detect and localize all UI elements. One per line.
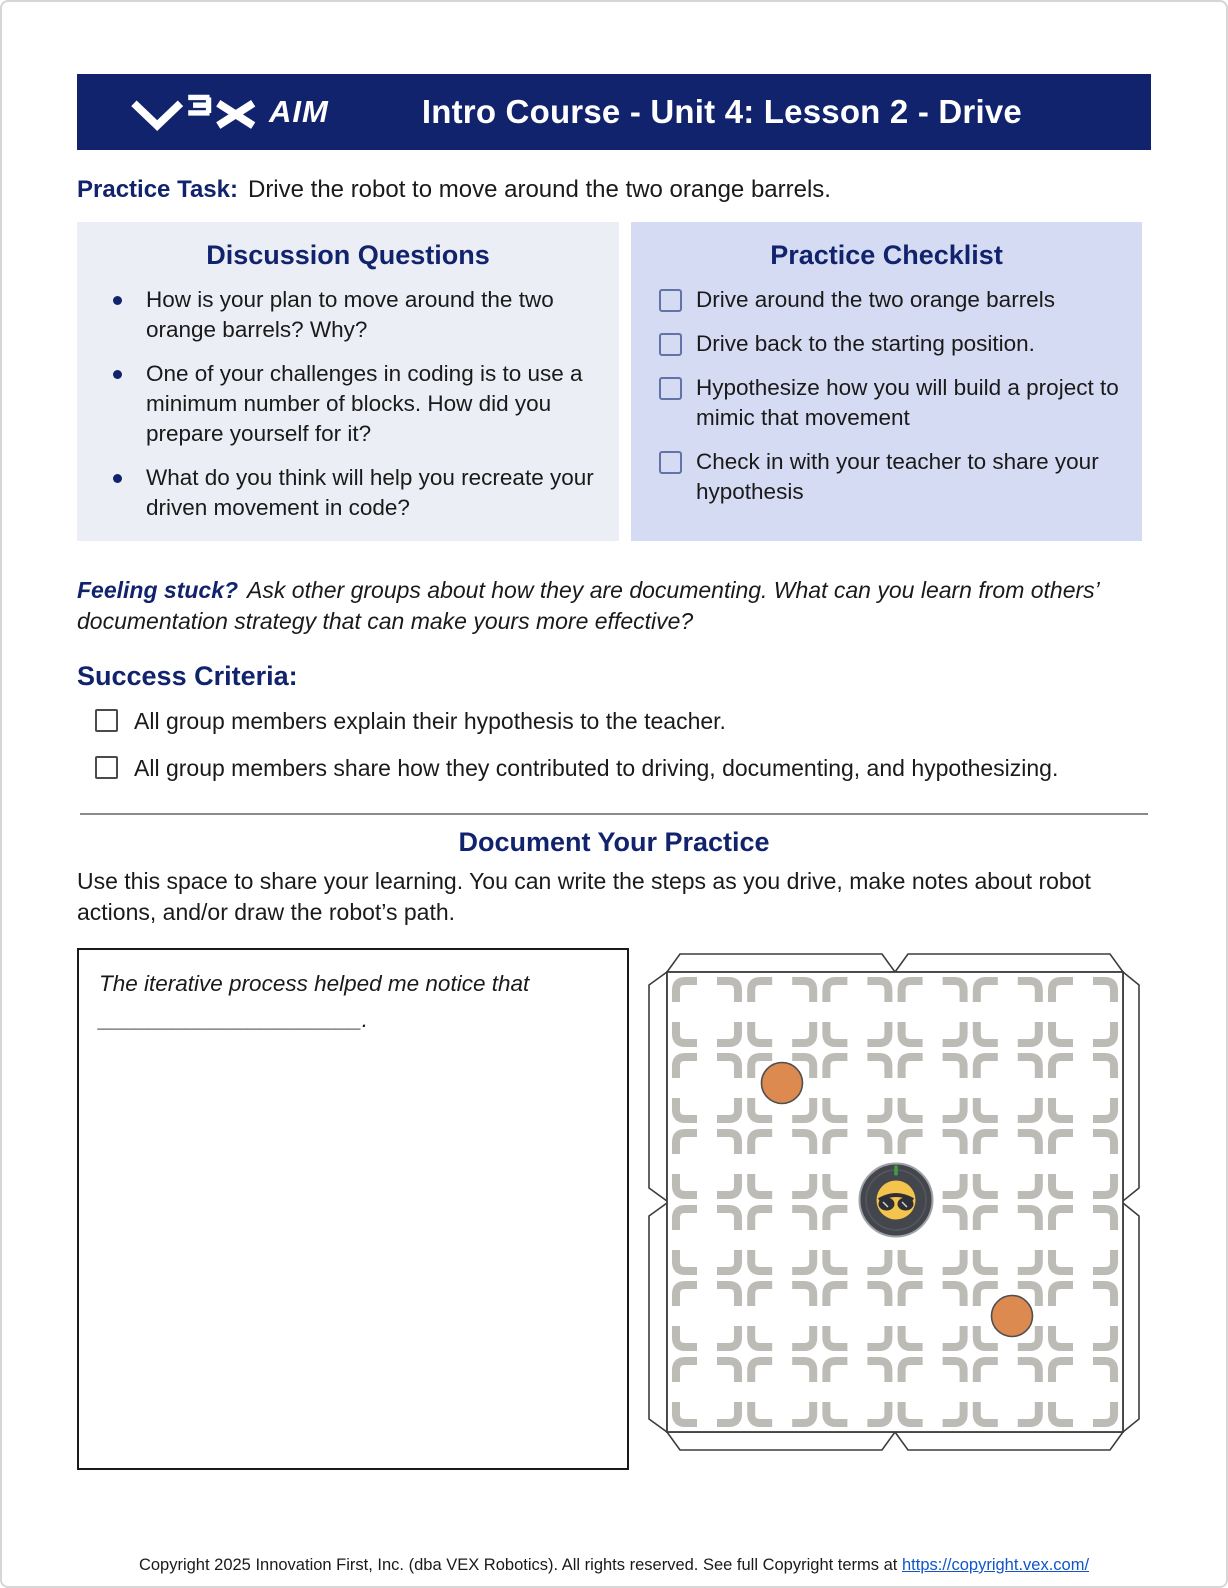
checklist-item — [649, 329, 1124, 359]
discussion-list — [95, 285, 601, 523]
copyright-footer — [2, 1556, 1226, 1575]
writing-box[interactable] — [77, 948, 629, 1470]
lesson-title: Intro Course - Unit 4: Lesson 2 - Drive — [421, 93, 1022, 130]
writing-prompt — [99, 966, 607, 1038]
discussion-item — [95, 285, 601, 345]
checklist-item — [649, 447, 1124, 507]
robot-glasses-right-lens — [898, 1198, 914, 1211]
section-divider — [80, 813, 1148, 815]
bullet-icon — [113, 474, 122, 483]
field-flap — [895, 1432, 1123, 1450]
practice-task — [77, 174, 1151, 206]
copyright-text: Copyright 2025 Innovation First, Inc. (dba VEX Robotics). All rights reserved. See full Copyright terms at — [138, 1556, 902, 1574]
practice-task-label: Practice Task: — [77, 176, 238, 203]
checklist-title: Practice Checklist — [770, 240, 1003, 270]
success-criteria-item — [95, 753, 1151, 783]
discussion-item-text: One of your challenges in coding is to use a minimum number of blocks. How did you prepare yourself for it? — [146, 361, 583, 446]
success-criteria-item-text: All group members share how they contributed to driving, documenting, and hypothesizing. — [134, 755, 1059, 781]
discussion-title: Discussion Questions — [206, 240, 490, 270]
checklist-item-text: Drive around the two orange barrels — [696, 287, 1055, 312]
checklist-item-text: Check in with your teacher to share your hypothesis — [696, 449, 1099, 504]
aim-logo-text: AIM — [269, 94, 329, 129]
success-criteria-section — [77, 661, 1151, 783]
document-practice-title: Document Your Practice — [458, 827, 770, 857]
field-flap — [649, 1203, 667, 1432]
checklist-item — [649, 373, 1124, 433]
writing-prompt-line1: The iterative process helped me notice that — [99, 971, 530, 996]
field-flap — [667, 954, 895, 972]
copyright-link[interactable]: https://copyright.vex.com/ — [901, 1556, 1090, 1574]
field-figure — [639, 942, 1151, 1462]
document-practice-intro: Use this space to share your learning. You can write the steps as you drive, make notes about robot actions, and/or draw the robot’s path. — [77, 868, 1091, 925]
vex-aim-logo — [131, 90, 329, 134]
header-banner — [77, 74, 1151, 150]
checklist-item — [649, 285, 1124, 315]
vex-logo-icon — [131, 90, 259, 134]
success-criteria-item-text: All group members explain their hypothesis to the teacher. — [134, 708, 726, 734]
field-flap — [667, 1432, 895, 1450]
checkbox-unchecked[interactable] — [95, 709, 118, 732]
practice-task-text: Drive the robot to move around the two orange barrels. — [247, 176, 831, 203]
robot-glasses-left-lens — [879, 1198, 895, 1211]
feeling-stuck-text: Ask other groups about how they are documenting. What can you learn from others’ documentation strategy that can make yours more effective? — [77, 577, 1099, 634]
checkbox-unchecked[interactable] — [659, 289, 682, 312]
discussion-item — [95, 359, 601, 449]
bullet-icon — [113, 370, 122, 379]
discussion-item-text: How is your plan to move around the two orange barrels? Why? — [146, 287, 554, 342]
robot-led — [894, 1166, 898, 1176]
feeling-stuck-note — [77, 575, 1151, 637]
success-criteria-list — [77, 706, 1151, 783]
field-flap — [649, 972, 667, 1201]
columns-section — [77, 222, 1151, 541]
discussion-panel — [77, 222, 619, 541]
field-flap — [1123, 1203, 1139, 1432]
discussion-item — [95, 463, 601, 523]
field-flap — [895, 954, 1123, 972]
checklist-item-text: Hypothesize how you will build a project to mimic that movement — [696, 375, 1119, 430]
work-area — [77, 948, 1151, 1470]
field-svg — [639, 942, 1151, 1462]
checklist-item-text: Drive back to the starting position. — [696, 331, 1035, 356]
checkbox-unchecked[interactable] — [659, 333, 682, 356]
checklist-list — [649, 285, 1124, 507]
feeling-stuck-label: Feeling stuck? — [77, 577, 239, 603]
bullet-icon — [113, 296, 122, 305]
writing-prompt-blank: _____________________. — [99, 1007, 369, 1032]
field-flap — [1123, 972, 1139, 1201]
orange-barrel-icon — [992, 1296, 1033, 1337]
checkbox-unchecked[interactable] — [659, 451, 682, 474]
success-criteria-item — [95, 706, 1151, 736]
checkbox-unchecked[interactable] — [659, 377, 682, 400]
success-criteria-title: Success Criteria: — [77, 661, 298, 691]
checklist-panel — [631, 222, 1142, 541]
orange-barrel-icon — [762, 1063, 803, 1104]
checkbox-unchecked[interactable] — [95, 756, 118, 779]
discussion-item-text: What do you think will help you recreate your driven movement in code? — [146, 465, 594, 520]
